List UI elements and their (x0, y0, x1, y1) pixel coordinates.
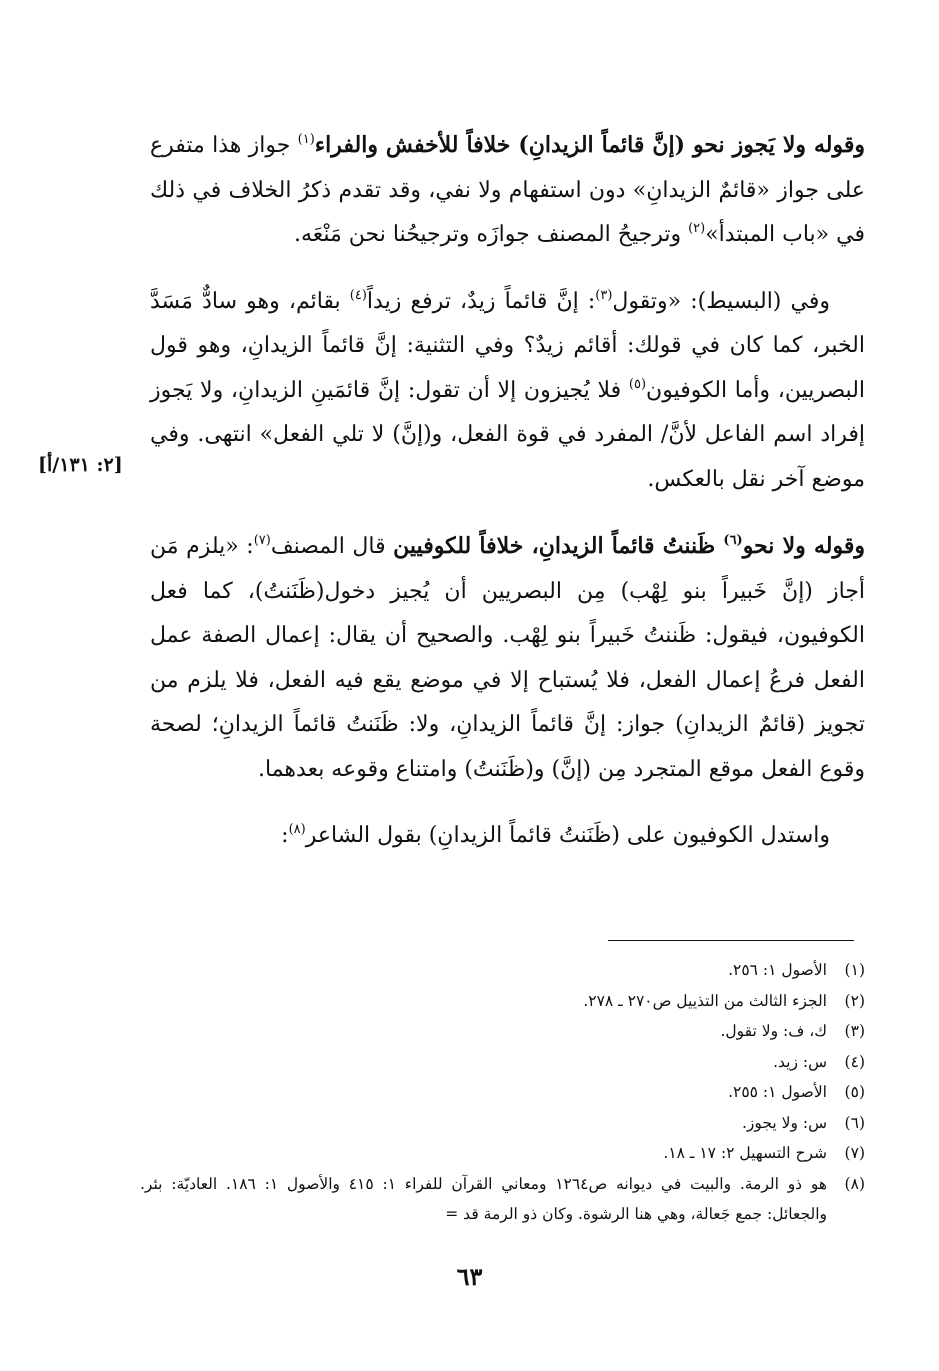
footnote-text: س: ولا يجوز. (741, 1113, 827, 1132)
paragraph-text: : «يلزم مَن أجاز (إنَّ خَبيراً بنو لِهْب) مِن البصريين أن يُجيز دخول(ظَنَنتُ)، كما فعل الكوفيون، فيقول: ظَننتُ خَبيراً بنو لِهْب. والصحيح أن يقال: إعمال الصفة عمل الفعل فرعُ إعمال الفعل، فلا يُستباح إلا في موضع يقع فيه الفعل، فلا يلزم من تجويز (قائمٌ الزيدانِ) جواز: إنَّ قائماً الزيدانِ، ولا: ظَنَنتُ قائماً الزيدانِ؛ لصحة وقوع الفعل موقع المتجرد مِن (إنَّ) و(ظَنَنتُ) وامتناع وقوعه بعدهما. (150, 534, 865, 782)
footnote-number: (٦) (844, 1113, 865, 1132)
footnote-item (140, 955, 865, 986)
main-text (150, 123, 865, 881)
footnote-item (140, 986, 865, 1017)
footnote-number: (٣) (844, 1022, 865, 1040)
paragraph-2 (150, 280, 865, 503)
paragraph-text: واستدل الكوفيون على (ظَنَنتُ قائماً الزيدانِ) بقول الشاعر (305, 823, 830, 848)
paragraph-text: : (281, 823, 289, 848)
footnote-separator (608, 940, 854, 941)
footnote-ref: (٣) (595, 287, 613, 303)
paragraph-text: جواز هذا متفرع على جواز «قائمٌ الزيدانِ» دون استفهام ولا نفي، وقد تقدم ذكرُ الخلاف في ذلك في «باب المبتدأ» (150, 133, 865, 247)
footnote-text: ك، ف: ولا تقول. (720, 1022, 827, 1040)
paragraph-text: فلا يُجيزون إلا أن تقول: إنَّ قائمَينِ الزيدانِ، ولا يَجوز إفراد اسم الفاعل لأنَّ/ المفرد في قوة الفعل، و(إنَّ) لا تلي الفعل» انتهى. وفي موضع آخر نقل بالعكس. (150, 377, 865, 492)
footnote-ref: (٧) (253, 533, 271, 548)
footnotes-list (140, 955, 865, 1230)
footnote-text: الأصول ١: ٢٥٦. (728, 961, 827, 979)
footnote-ref: (٨) (288, 822, 306, 837)
paragraph-text: بقائم، وهو سادٌّ مَسَدَّ الخبر، كما كان في قولك: أقائم زيدٌ؟ وفي التثنية: إنَّ قائماً الزيدانِ، وهو قول البصريين، وأما الكوفيون (150, 288, 866, 403)
commentary-lemma: وقوله ولا يَجوز نحو (إنَّ قائماً الزيدانِ) خلافاً للأخفش والفراء (314, 132, 865, 158)
footnote-ref: (٦) (723, 533, 743, 548)
footnote-text: الأصول ١: ٢٥٥. (728, 1083, 827, 1101)
footnote-ref: (١) (297, 132, 315, 147)
footnote-text: س: زيد. (773, 1052, 827, 1071)
footnote-item (140, 1047, 865, 1078)
paragraph-3 (150, 524, 865, 792)
footnote-item (140, 1016, 865, 1047)
footnote-text: الجزء الثالث من التذييل ص٢٧٠ ـ ٢٧٨. (583, 991, 827, 1010)
paragraph-text: قال المصنف (270, 534, 394, 559)
paragraph-4 (150, 814, 865, 859)
commentary-lemma: وقوله ولا نحو (742, 533, 866, 559)
footnote-number: (٥) (844, 1083, 865, 1101)
paragraph-text: : إنَّ قائماً زيدٌ، ترفع زيداً (366, 288, 596, 314)
footnote-text: هو ذو الرمة. والبيت في ديوانه ص١٢٦٤ ومعاني القرآن للفراء ١: ٤١٥ والأصول ١: ١٨٦. العاديّة: بئر. والجعائل: جمع جَعالة، وهي هنا الرشوة. وكان ذو الرمة قد = (140, 1174, 828, 1223)
footnote-number: (٧) (844, 1144, 865, 1162)
footnote-number: (٨) (844, 1174, 865, 1193)
commentary-lemma: ظَننتُ قائماً الزيدانِ، خلافاً للكوفيين (393, 533, 724, 559)
footnote-ref: (٢) (688, 221, 706, 236)
footnote-item (140, 1138, 865, 1169)
footnote-number: (٢) (844, 991, 865, 1010)
manuscript-folio-reference: [٢: ١٣١/أ] (38, 454, 123, 476)
paragraph-1 (150, 123, 865, 258)
footnote-number: (٤) (844, 1052, 865, 1071)
footnote-item (140, 1169, 865, 1230)
footnote-ref: (٥) (628, 376, 647, 392)
page-number: ٦٣ (456, 1262, 483, 1291)
footnote-ref: (٤) (349, 287, 367, 303)
footnote-text: شرح التسهيل ٢: ١٧ ـ ١٨. (663, 1144, 827, 1162)
paragraph-text: وترجيحُ المصنف جوازَه وترجيحُنا نحن مَنْعَه. (293, 222, 689, 247)
footnote-item (140, 1077, 865, 1108)
footnote-number: (١) (844, 961, 865, 979)
footnote-item (140, 1108, 865, 1139)
paragraph-text: وفي (البسيط): «وتقول (612, 288, 830, 314)
